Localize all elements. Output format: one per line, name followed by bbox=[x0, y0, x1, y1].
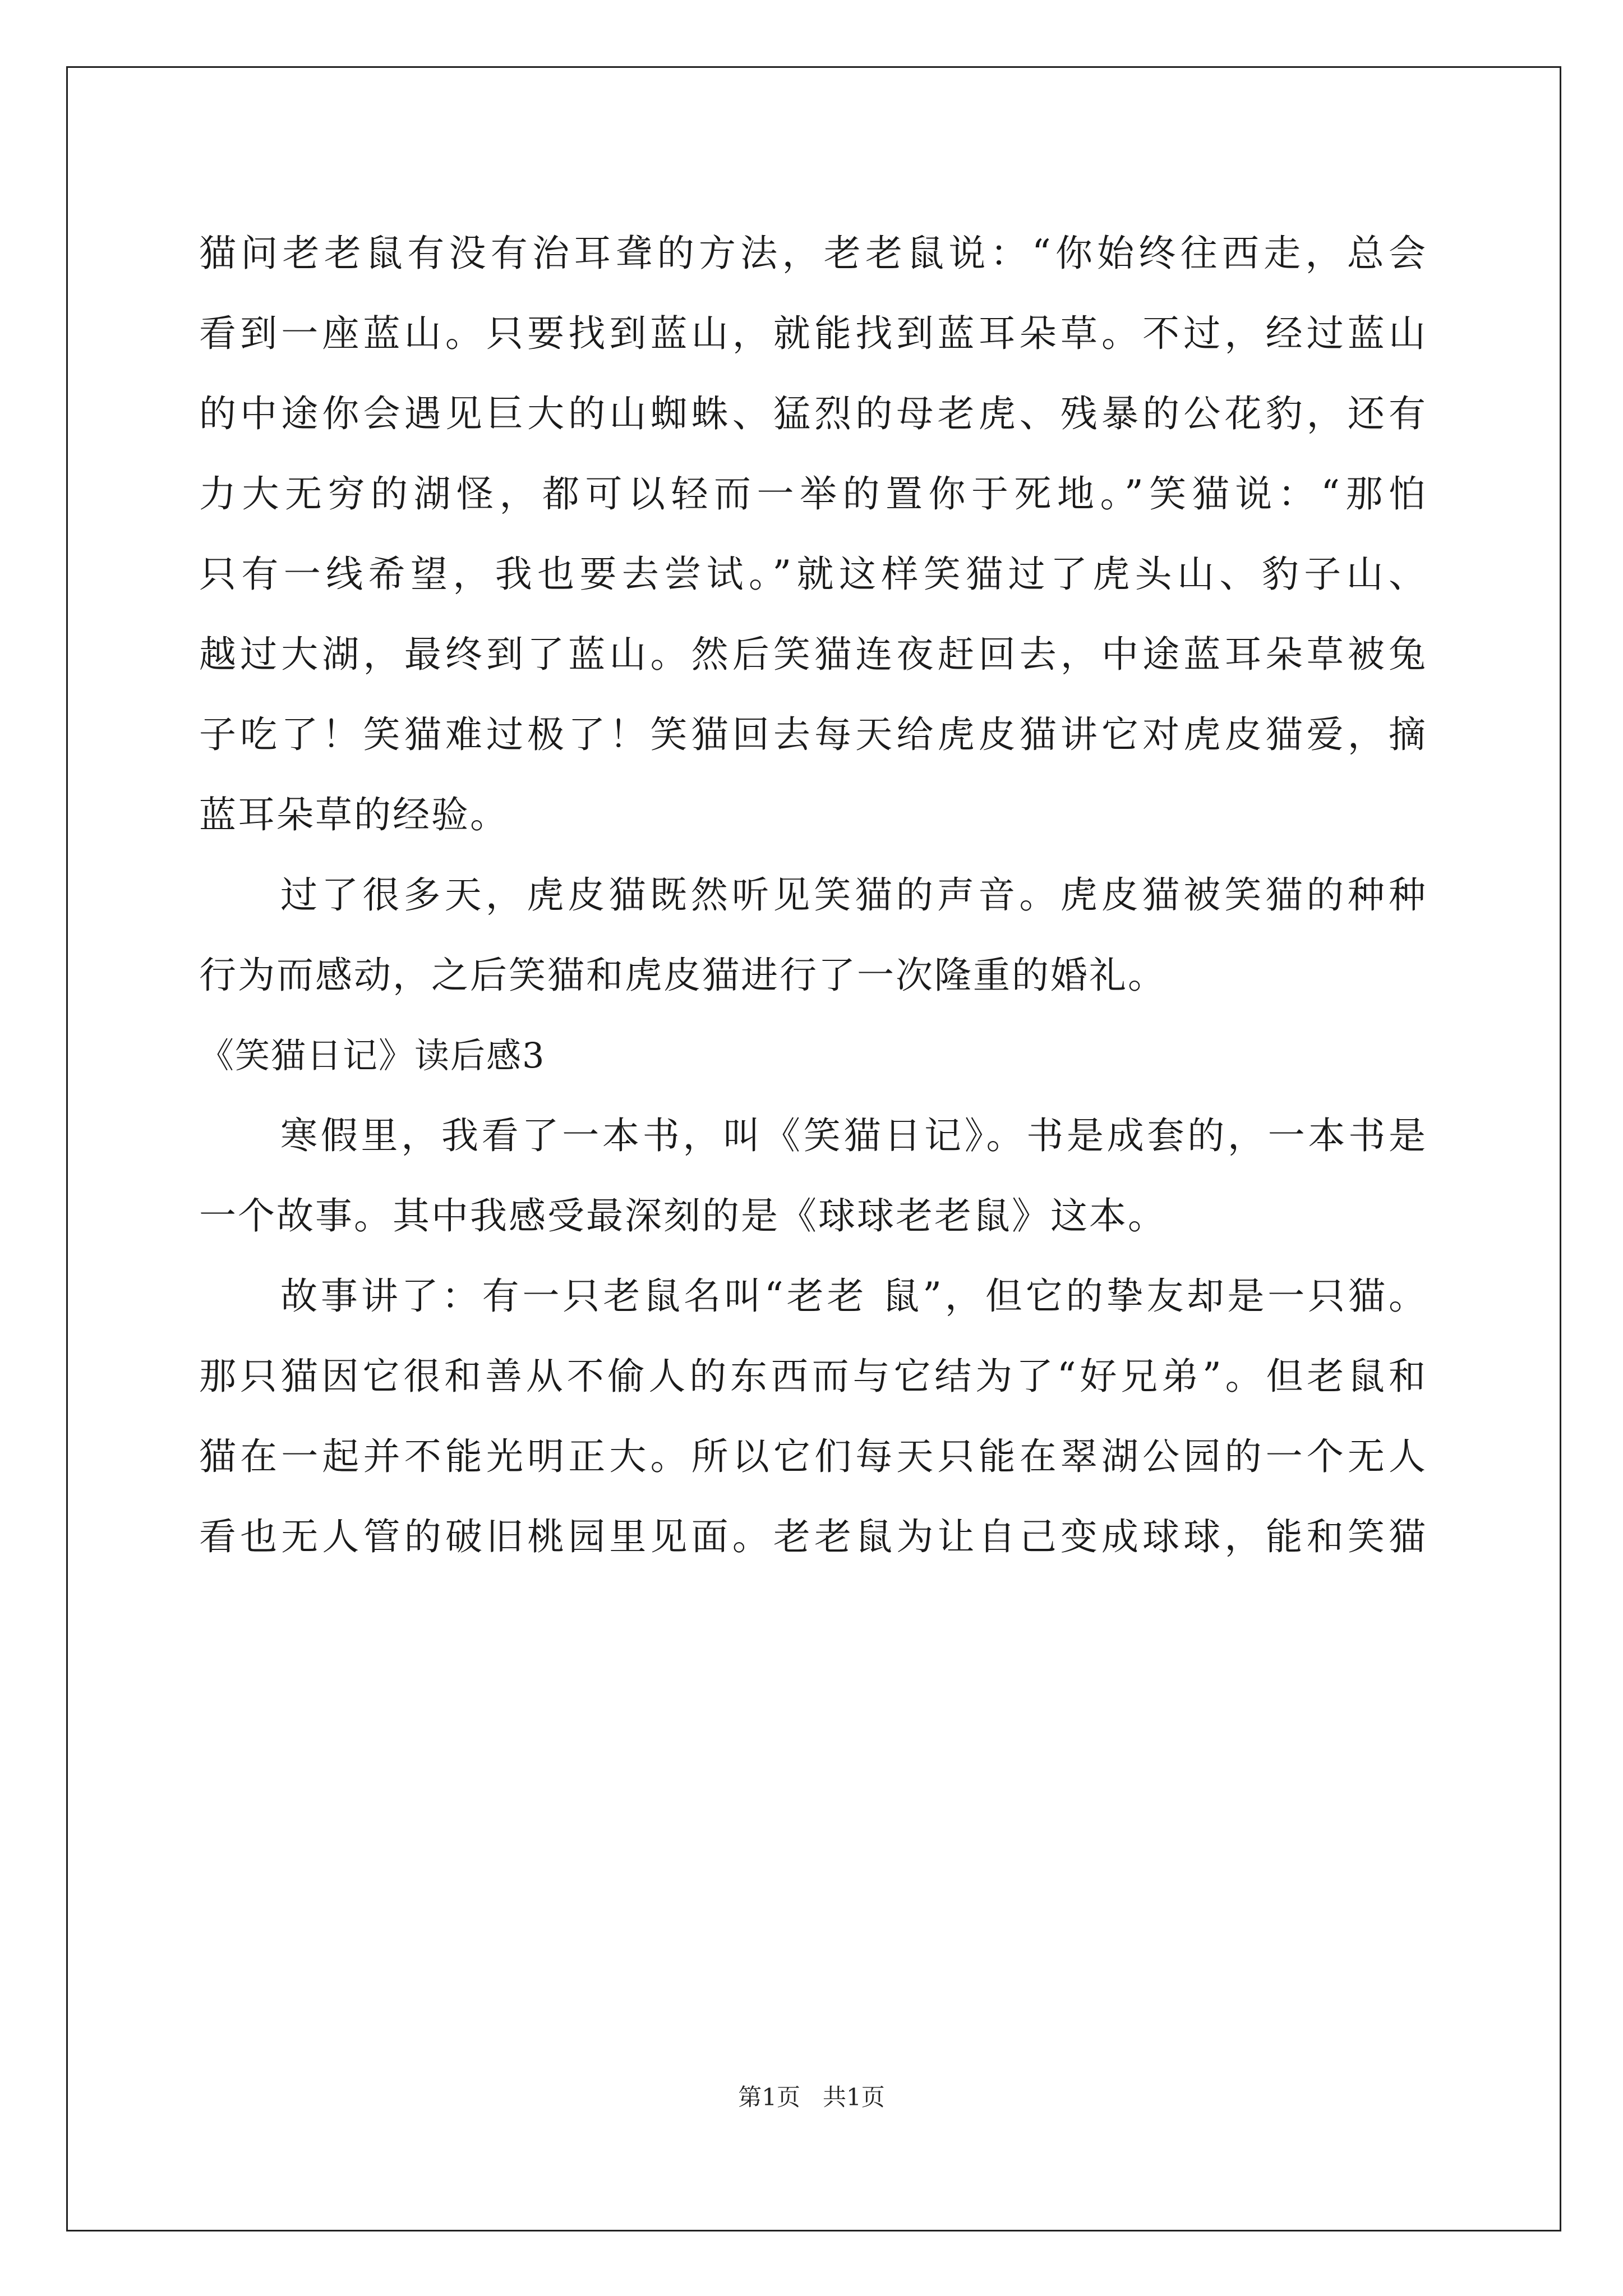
section-heading: 《笑猫日记》读后感3 bbox=[199, 1035, 546, 1076]
page-number: 第1页 bbox=[738, 2083, 800, 2111]
paragraph-line: 寒假里，我看了一本书，叫《笑猫日记》。书是成套的，一本书是 bbox=[280, 1114, 1427, 1157]
paragraph-line: 只有一线希望，我也要去尝试。”就这样笑猫过了虎头山、豹子山、 bbox=[199, 553, 1427, 596]
document-body bbox=[199, 213, 1427, 1577]
paragraph-line: 蓝耳朵草的经验。 bbox=[199, 793, 509, 836]
paragraph-line: 猫在一起并不能光明正大。所以它们每天只能在翠湖公园的一个无人 bbox=[199, 1435, 1427, 1478]
paragraph-line: 行为而感动，之后笑猫和虎皮猫进行了一次隆重的婚礼。 bbox=[199, 954, 1166, 997]
paragraph-line: 越过大湖，最终到了蓝山。然后笑猫连夜赶回去，中途蓝耳朵草被兔 bbox=[199, 633, 1427, 676]
page-footer bbox=[0, 2079, 1623, 2113]
paragraph-line: 过了很多天，虎皮猫既然听见笑猫的声音。虎皮猫被笑猫的种种 bbox=[280, 873, 1427, 917]
paragraph-line: 看也无人管的破旧桃园里见面。老老鼠为让自己变成球球，能和笑猫 bbox=[199, 1515, 1427, 1558]
paragraph-line: 看到一座蓝山。只要找到蓝山，就能找到蓝耳朵草。不过，经过蓝山 bbox=[199, 312, 1427, 355]
paragraph-line: 子吃了！笑猫难过极了！笑猫回去每天给虎皮猫讲它对虎皮猫爱，摘 bbox=[199, 713, 1427, 756]
paragraph-line: 的中途你会遇见巨大的山蜘蛛、猛烈的母老虎、残暴的公花豹，还有 bbox=[199, 392, 1427, 435]
paragraph-line: 那只猫因它很和善从不偷人的东西而与它结为了“好兄弟”。但老鼠和 bbox=[199, 1355, 1427, 1398]
paragraph-line: 力大无穷的湖怪，都可以轻而一举的置你于死地。”笑猫说：“那怕 bbox=[199, 472, 1427, 516]
paragraph-line: 故事讲了：有一只老鼠名叫“老老 鼠”，但它的挚友却是一只猫。 bbox=[280, 1274, 1427, 1318]
paragraph-line: 一个故事。其中我感受最深刻的是《球球老老鼠》这本。 bbox=[199, 1194, 1166, 1237]
page-total: 共1页 bbox=[823, 2083, 885, 2111]
paragraph-line: 猫问老老鼠有没有治耳聋的方法，老老鼠说：“你始终往西走，总会 bbox=[199, 232, 1427, 275]
